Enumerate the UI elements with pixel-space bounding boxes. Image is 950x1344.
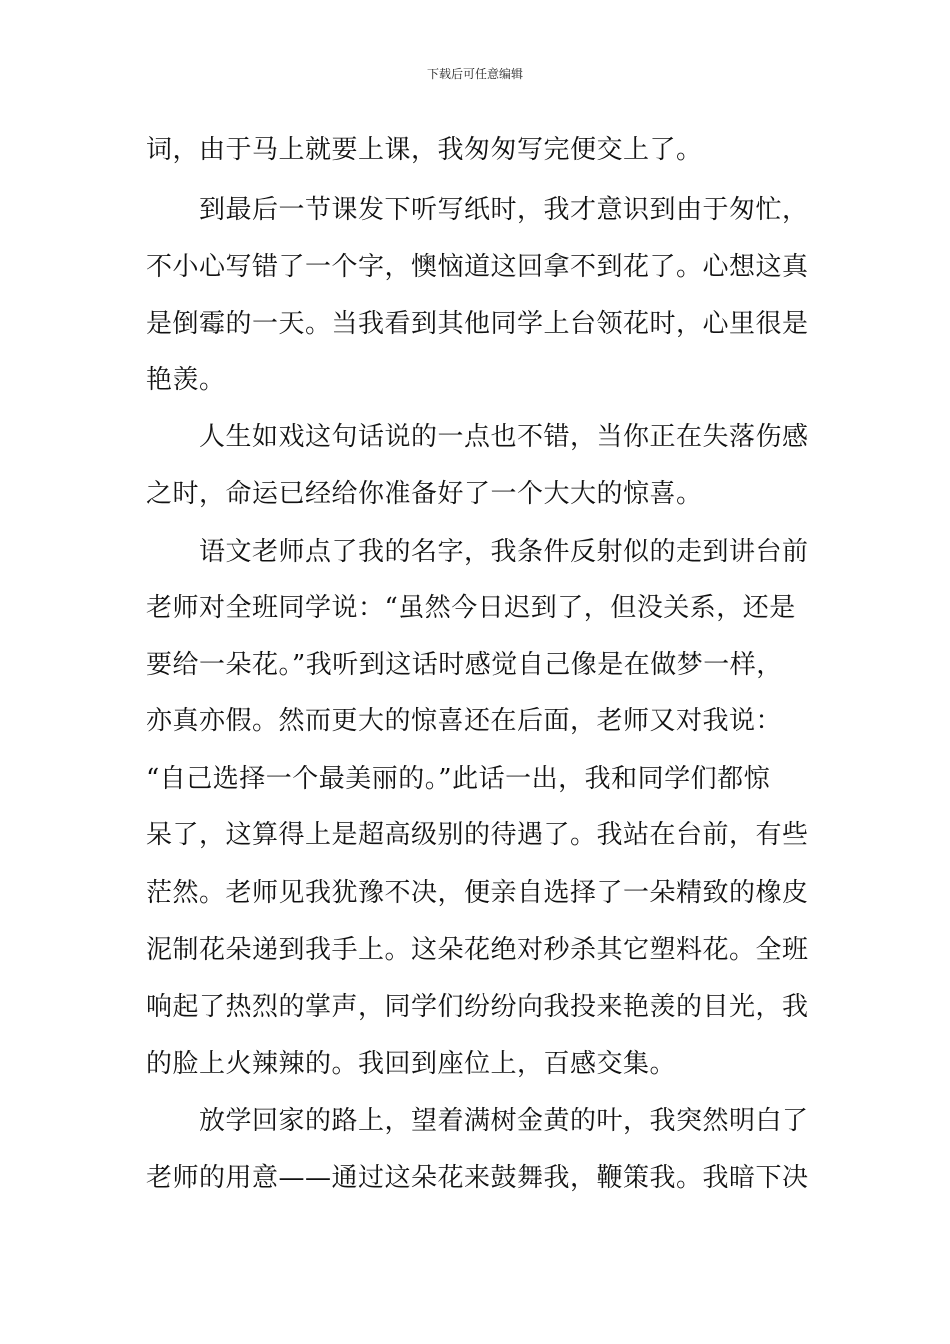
text-line: 响起了热烈的掌声，同学们纷纷向我投来艳羡的目光，我 [146, 992, 809, 1022]
text-line: 呆了，这算得上是超高级别的待遇了。我站在台前，有些 [146, 820, 809, 850]
text-line: 到最后一节课发下听写纸时，我才意识到由于匆忙， [199, 195, 809, 225]
page-header: 下载后可任意编辑 [426, 67, 523, 81]
text-line: 亦真亦假。然而更大的惊喜还在后面，老师又对我说： [146, 706, 783, 736]
text-line: 泥制花朵递到我手上。这朵花绝对秒杀其它塑料花。全班 [146, 935, 809, 965]
text-line: 艳羡。 [146, 365, 226, 395]
text-line: 词，由于马上就要上课，我匆匆写完便交上了。 [146, 135, 703, 165]
text-line: 要给一朵花。”我听到这话时感觉自己像是在做梦一样， [146, 650, 783, 680]
text-line: 之时，命运已经给你准备好了一个大大的惊喜。 [146, 479, 703, 509]
text-line: 放学回家的路上，望着满树金黄的叶，我突然明白了 [199, 1106, 809, 1136]
text-line: 的脸上火辣辣的。我回到座位上，百感交集。 [146, 1049, 677, 1079]
text-line: 人生如戏这句话说的一点也不错，当你正在失落伤感 [199, 422, 809, 452]
text-line: 老师对全班同学说：“虽然今日迟到了，但没关系，还是 [146, 593, 796, 623]
text-line: 老师的用意——通过这朵花来鼓舞我，鞭策我。我暗下决 [146, 1163, 809, 1193]
text-line: 茫然。老师见我犹豫不决，便亲自选择了一朵精致的橡皮 [146, 878, 809, 908]
text-line: 语文老师点了我的名字，我条件反射似的走到讲台前 [199, 537, 809, 567]
text-line: “自己选择一个最美丽的。”此话一出，我和同学们都惊 [146, 764, 771, 794]
text-line: 是倒霉的一天。当我看到其他同学上台领花时，心里很是 [146, 309, 809, 339]
text-line: 不小心写错了一个字，懊恼道这回拿不到花了。心想这真 [146, 252, 809, 282]
